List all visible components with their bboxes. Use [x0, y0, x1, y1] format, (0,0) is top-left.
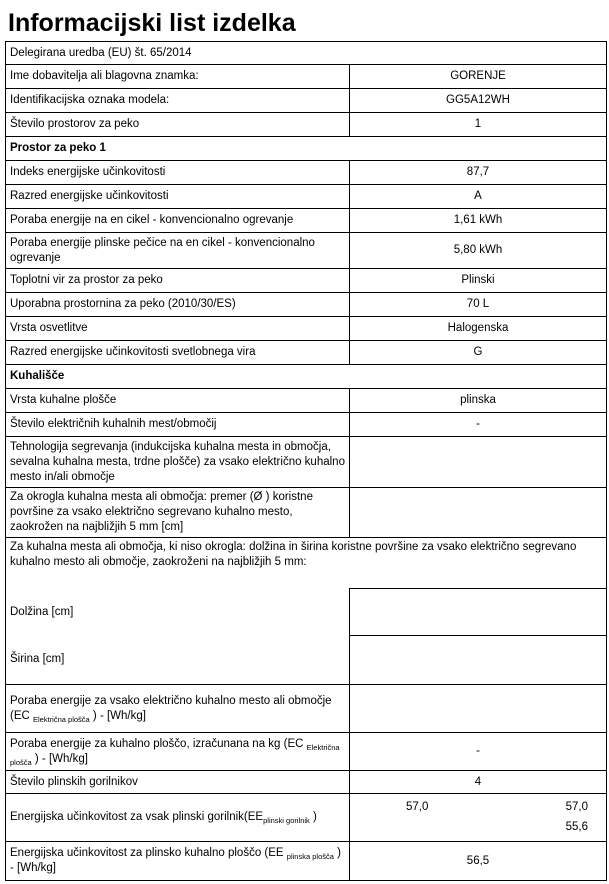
row-label: Identifikacijska oznaka modela: [6, 89, 350, 113]
row-value: A [350, 185, 607, 209]
table-row [6, 185, 607, 209]
row-value: 70 L [350, 293, 607, 317]
ee-hob-text: Energijska učinkovitost za plinsko kuhalno ploščo (EE [10, 847, 284, 859]
table-row [6, 317, 607, 341]
regulation-subtitle: Delegirana uredba (EU) št. 65/2014 [6, 42, 607, 65]
table-row [6, 233, 607, 269]
row-label [6, 733, 350, 771]
row-value: - [350, 413, 607, 437]
burner-value: 57,0 [406, 801, 429, 813]
table-row [6, 733, 607, 771]
row-value: Plinski [350, 269, 607, 293]
table-row [6, 437, 607, 488]
noncircular-label: Za kuhalna mesta ali območja, ki niso okrogla: dolžina in širina koristne površine za vsako električno segrevano kuhalno mesto ali območje, zaokroženi na najbližjih 5 mm: [6, 538, 607, 589]
row-label: Razred energijske učinkovitosti svetlobnega vira [6, 341, 350, 365]
table-row [6, 685, 607, 733]
length-label: Dolžina [cm] [6, 589, 350, 636]
section-header-oven [6, 137, 607, 161]
row-label: Za okrogla kuhalna mesta ali območja: premer (Ø ) koristne površine za vsako električno segrevano kuhalno mesto, zaokrožen na najbližjih 5 mm [cm] [6, 488, 350, 538]
row-value: plinska [350, 389, 607, 413]
ec-electric-subscript: Električna plošča [33, 714, 90, 724]
row-value [350, 488, 607, 538]
ee-burner-text: Energijska učinkovitost za vsak plinski gorilnik(EE [10, 811, 264, 823]
row-label: Ime dobavitelja ali blagovna znamka: [6, 65, 350, 89]
ee-burner-subscript: plinski gorilnik [263, 816, 310, 825]
row-label [6, 842, 350, 881]
table-row [6, 113, 607, 137]
table-row [6, 589, 607, 636]
table-row [6, 636, 607, 685]
ee-hob-subscript: plinska plošča [286, 852, 334, 861]
table-row [6, 65, 607, 89]
burner-values-top [354, 800, 602, 815]
burner-values-bottom [354, 815, 602, 835]
row-value [350, 437, 607, 488]
row-value: - [350, 733, 607, 771]
row-label [6, 685, 350, 733]
ec-electric-text: Poraba energije za vsako električno kuhalno mesto ali območje (EC [10, 694, 332, 722]
row-value: G [350, 341, 607, 365]
table-row [6, 209, 607, 233]
row-value: Halogenska [350, 317, 607, 341]
row-label: Razred energijske učinkovitosti [6, 185, 350, 209]
section-title: Prostor za peko 1 [6, 137, 607, 161]
table-row [6, 488, 607, 538]
row-value: 1,61 kWh [350, 209, 607, 233]
row-label: Število električnih kuhalnih mest/območij [6, 413, 350, 437]
burner-value: 57,0 [565, 801, 588, 813]
row-value: 1 [350, 113, 607, 137]
table-row [6, 842, 607, 881]
row-value: GORENJE [350, 65, 607, 89]
table-row [6, 341, 607, 365]
length-value [350, 589, 607, 636]
width-value [350, 636, 607, 685]
row-label: Število plinskih gorilnikov [6, 771, 350, 794]
row-label: Vrsta kuhalne plošče [6, 389, 350, 413]
table-row [6, 771, 607, 794]
section-header-hob [6, 365, 607, 389]
row-value: 4 [350, 771, 607, 794]
table-row [6, 42, 607, 65]
page-title: Informacijski list izdelka [8, 9, 296, 37]
row-label: Indeks energijske učinkovitosti [6, 161, 350, 185]
row-label: Vrsta osvetlitve [6, 317, 350, 341]
row-value: GG5A12WH [350, 89, 607, 113]
ec-hob-unit: ) - [Wh/kg] [34, 752, 88, 765]
row-label: Toplotni vir za prostor za peko [6, 269, 350, 293]
table-row [6, 269, 607, 293]
ec-hob-subscript: Električna plošča [10, 742, 340, 767]
table-row [6, 89, 607, 113]
burner-value: 55,6 [565, 821, 588, 833]
row-label: Poraba energije na en cikel - konvencionalno ogrevanje [6, 209, 350, 233]
row-label: Poraba energije plinske pečice na en cikel - konvencionalno ogrevanje [6, 233, 350, 269]
ee-burner-unit: ) [313, 811, 317, 823]
info-table [5, 41, 607, 881]
row-label: Tehnologija segrevanja (indukcijska kuhalna mesta in območja, sevalna kuhalna mesta, trdne plošče) za vsako električno kuhalno mesto in/ali območje [6, 437, 350, 488]
ee-hob-unit: ) - [Wh/kg] [10, 847, 341, 874]
row-value: 56,5 [350, 842, 607, 881]
row-label [6, 794, 350, 842]
row-label: Uporabna prostornina za peko (2010/30/ES) [6, 293, 350, 317]
table-row [6, 161, 607, 185]
table-row [6, 538, 607, 589]
table-row [6, 413, 607, 437]
table-row [6, 389, 607, 413]
row-value: 87,7 [350, 161, 607, 185]
table-row [6, 794, 607, 842]
section-title: Kuhališče [6, 365, 607, 389]
ec-electric-unit: ) - [Wh/kg] [92, 709, 146, 722]
row-value: 5,80 kWh [350, 233, 607, 269]
table-row [6, 293, 607, 317]
width-label: Širina [cm] [6, 636, 350, 685]
row-value [350, 685, 607, 733]
row-label: Število prostorov za peko [6, 113, 350, 137]
burner-values [350, 794, 607, 842]
ec-hob-text: Poraba energije za kuhalno ploščo, izračunana na kg (EC [10, 737, 304, 750]
